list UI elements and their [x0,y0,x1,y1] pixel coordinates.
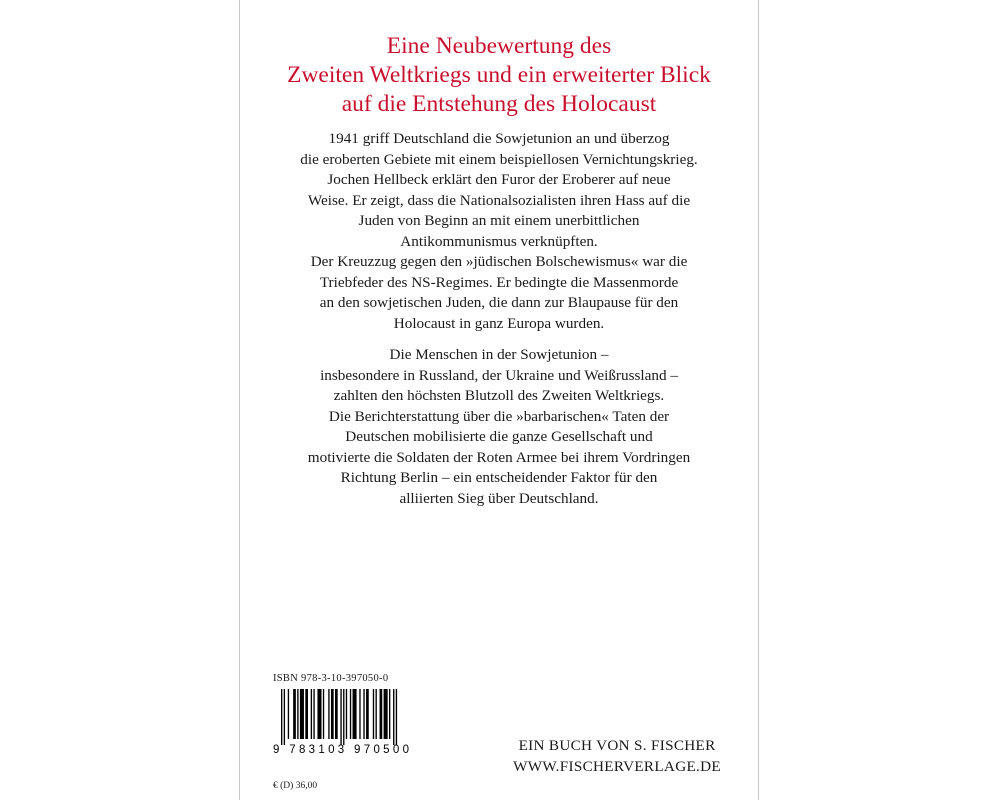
barcode-bar [384,689,388,739]
barcode-bar [328,689,329,739]
barcode-bar [313,689,314,739]
barcode-bar [284,689,285,745]
barcode-bar [335,689,338,739]
headline-line: auf die Entstehung des Holocaust [341,91,657,117]
barcode-bar [311,689,312,739]
publisher-website: WWW.FISCHERVERLAGE.DE [513,757,721,775]
barcode-bar [281,689,282,745]
publisher-name: EIN BUCH VON S. FISCHER [518,737,716,754]
text-line: Die Berichterstattung über die »barbarischen« Taten der [328,407,670,425]
barcode-bar [389,689,390,739]
barcode-bar [323,689,324,739]
barcode-bar [293,689,296,739]
blurb-paragraph-2 [240,345,758,509]
barcode-bar [346,689,347,739]
barcode-bar [396,689,397,745]
isbn-label: ISBN 978-3-10-397050-0 [273,673,389,684]
text-line: Juden von Beginn an mit einem unerbittlichen [358,212,640,229]
barcode-bar [297,689,298,739]
price-label: € (D) 36,00 [273,781,318,791]
barcode-bar [359,689,360,739]
barcode-bar [373,689,374,739]
barcode-bar [343,689,344,745]
book-back-cover [240,0,758,800]
barcode-bar [380,689,383,739]
barcode-bar [353,689,357,739]
text-line: Der Kreuzzug gegen den »jüdischen Bolschewismus« war die [310,253,688,270]
text-line: alliierten Sieg über Deutschland. [399,489,599,507]
barcode-bar [288,689,289,739]
barcode-bar [305,689,308,739]
barcode [273,689,409,755]
barcode-bar [350,689,351,739]
barcode-bar [366,689,369,739]
barcode-number: 9 783103 970500 [273,744,409,755]
publisher-block [513,736,721,777]
headline-line: Eine Neubewertung des [386,33,612,59]
text-line: zahlten den höchsten Blutzoll des Zweiten Weltkriegs. [333,387,665,404]
barcode-bars [281,689,397,745]
text-line: an den sowjetischen Juden, die dann zur Blaupause für den [319,294,679,311]
text-line: Richtung Berlin – ein entscheidender Faktor für den [340,469,658,486]
blurb-paragraph-1 [240,129,758,334]
headline-line: Zweiten Weltkriegs und ein erweiterter Blick [287,62,711,88]
text-line: 1941 griff Deutschland die Sowjetunion an und überzog [328,130,670,147]
barcode-bar [300,689,304,739]
barcode-bar [317,689,321,739]
text-line: Deutschen mobilisierte die ganze Gesellschaft und [345,428,653,445]
barcode-bar [363,689,364,739]
text-line: Die Menschen in der Sowjetunion – [389,346,609,363]
barcode-bar [393,689,394,745]
barcode-bar [331,689,334,739]
text-line: Jochen Hellbeck erklärt den Furor der Eroberer auf neue [327,171,671,188]
text-line: Antikommunismus verknüpften. [400,232,598,250]
text-line: Triebfeder des NS-Regimes. Er bedingte die Massenmorde [319,273,679,291]
text-line: motivierte die Soldaten der Roten Armee bei ihrem Vordringen [307,448,691,466]
text-line: Weise. Er zeigt, dass die Nationalsozialisten ihren Hass auf die [307,191,691,209]
text-line: die eroberten Gebiete mit einem beispiellosen Vernichtungskrieg. [300,150,698,168]
text-line: Holocaust in ganz Europa wurden. [393,314,605,332]
barcode-bar [340,689,341,745]
headline [240,32,758,119]
text-line: insbesondere in Russland, der Ukraine und Weißrussland – [320,366,678,384]
barcode-bar [376,689,377,739]
